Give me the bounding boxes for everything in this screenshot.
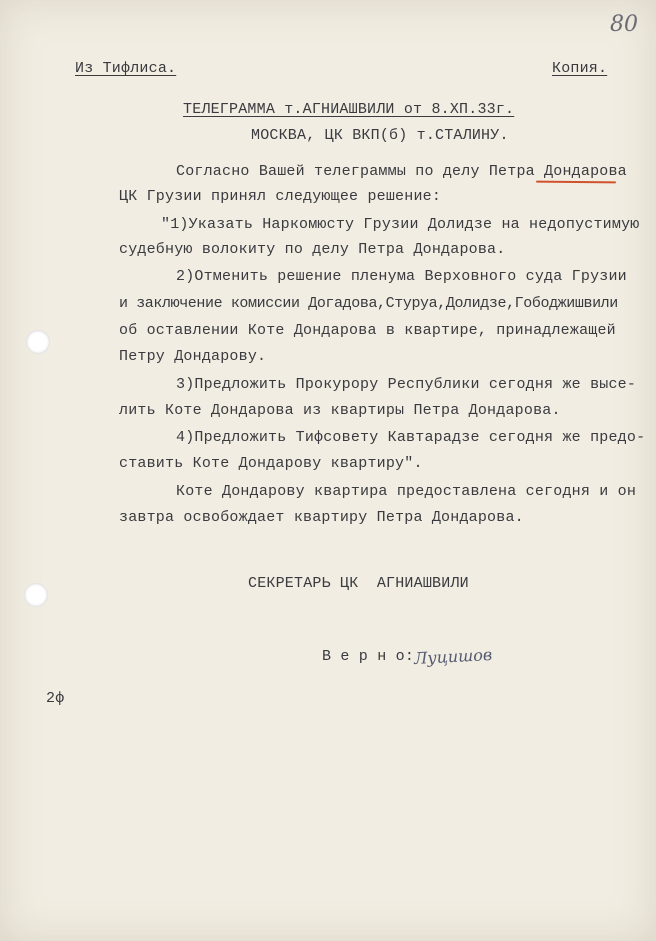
body-line-13: Коте Дондарову квартира предоставлена сегодня и он (176, 483, 637, 500)
page-number: 80 (610, 12, 638, 37)
footer-mark: 2ф (46, 690, 65, 707)
header-copy: Копия. (552, 60, 608, 77)
header-from: Из Тифлиса. (75, 60, 177, 77)
punch-hole-top (26, 330, 50, 354)
body-line-5: 2)Отменить решение пленума Верховного суда Грузии (176, 268, 627, 285)
red-pencil-underline (536, 181, 616, 184)
body-line-1: Согласно Вашей телеграммы по делу Петра Дондарова (176, 163, 627, 180)
body-line-14: завтра освобождает квартиру Петра Дондарова. (119, 509, 524, 526)
body-line-4: судебную волокиту по делу Петра Дондарова. (119, 241, 506, 258)
body-line-12: ставить Коте Дондарову квартиру". (119, 455, 423, 472)
body-line-8: Петру Дондарову. (119, 348, 267, 365)
handwritten-signature: Луцишов (413, 644, 493, 669)
body-line-11: 4)Предложить Тифсовету Кавтарадзе сегодня же предо- (176, 429, 646, 446)
body-line-3: "1)Указать Наркомюсту Грузии Долидзе на недопустимую (161, 216, 640, 233)
body-line-10: лить Коте Дондарова из квартиры Петра Дондарова. (119, 402, 561, 419)
telegram-recipient: МОСКВА, ЦК ВКП(б) т.СТАЛИНУ. (251, 127, 509, 144)
body-line-6: и заключение комиссии Догадова,Стуруа,Долидзе,Гободжишвили (119, 295, 618, 312)
body-line-9: 3)Предложить Прокурору Республики сегодня же высе- (176, 376, 637, 393)
punch-hole-bottom (24, 583, 48, 607)
certified-label: В е р н о: (322, 648, 415, 665)
signature-line: СЕКРЕТАРЬ ЦК АГНИАШВИЛИ (248, 575, 469, 592)
body-line-2: ЦК Грузии принял следующее решение: (119, 188, 442, 205)
telegram-title: ТЕЛЕГРАММА т.АГНИАШВИЛИ от 8.XП.33г. (183, 101, 515, 118)
body-line-7: об оставлении Коте Дондарова в квартире, принадлежащей (119, 322, 616, 339)
